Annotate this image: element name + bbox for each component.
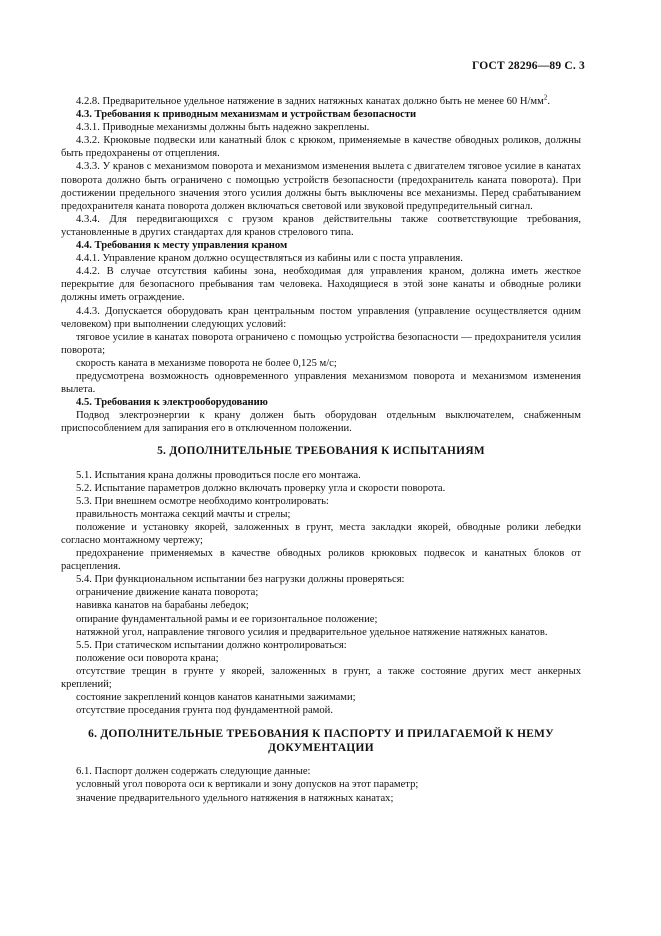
clause-4-4-3-item-a: тяговое усилие в канатах поворота ограничено с помощью устройства безопасности — предохранителя усилия поворота;: [61, 331, 581, 356]
clause-5-3-item-a: правильность монтажа секций мачты и стрелы;: [76, 508, 291, 520]
clause-5-4-item-a: ограничение движение каната поворота;: [76, 587, 259, 599]
clause-5-1: 5.1. Испытания крана должны проводиться после его монтажа.: [76, 469, 361, 481]
clause-5-3-item-c: предохранение применяемых в качестве обводных роликов крюковых подвесок и канатных блоков от расцепления.: [61, 548, 581, 573]
clause-5-5-item-c: состояние закреплений концов канатов канатными зажимами;: [76, 692, 356, 704]
clause-4-4-3: 4.4.3. Допускается оборудовать кран центральным постом управления (управление осуществляется одним человеком) при выполнении следующих условий:: [61, 305, 581, 330]
clause-5-2: 5.2. Испытание параметров должно включать проверку угла и скорости поворота.: [76, 482, 446, 494]
clause-5-4-item-c: опирание фундаментальной рамы и ее горизонтальное положение;: [76, 613, 378, 625]
clause-4-4-3-item-b: скорость каната в механизме поворота не более 0,125 м/с;: [76, 357, 337, 369]
clause-4-4-3-item-c: предусмотрена возможность одновременного управления механизмом поворота и механизмом изменения вылета.: [61, 370, 581, 396]
clause-6-1-item-b: значение предварительного удельного натяжения в натяжных канатах;: [76, 792, 394, 804]
clause-4-2-8: 4.2.8. Предварительное удельное натяжение в задних натяжных канатах должно быть не менее 60 $Н/мм^2$.: [76, 93, 550, 107]
clause-5-4: 5.4. При функциональном испытании без нагрузки должны проверяться:: [76, 574, 405, 586]
clause-6-1: 6.1. Паспорт должен содержать следующие данные:: [76, 766, 311, 778]
clause-5-5-item-a: положение оси поворота крана;: [76, 652, 219, 664]
subsection-4-4-heading: 4.4. Требования к месту управления краном: [76, 240, 288, 252]
clause-4-3-2: 4.3.2. Крюковые подвески или канатный блок с крюком, применяемые в качестве обводных роликов, должны быть предохранены от отцепления.: [61, 135, 581, 160]
subsection-4-5-heading: 4.5. Требования к электрооборудованию: [76, 397, 268, 409]
page-header: ГОСТ 28296—89 С. 3: [472, 60, 585, 72]
clause-4-5: Подвод электроэнергии к крану должен быть оборудован отдельным выключателем, снабженным приспособлением для запирания его в отключенном положении.: [61, 410, 581, 435]
clause-4-4-2: 4.4.2. В случае отсутствия кабины зона, необходимая для управления краном, должна иметь жесткое перекрытие для безопасного пребывания там человека. Находящиеся в этой зоне канаты и обводные ролики должны иметь ограждение.: [61, 266, 581, 304]
document-body: [61, 95, 581, 805]
clause-4-4-1: 4.4.1. Управление краном должно осуществляться из кабины или с поста управления.: [76, 253, 463, 265]
section-5-title: 5. ДОПОЛНИТЕЛЬНЫЕ ТРЕБОВАНИЯ К ИСПЫТАНИЯМ: [157, 445, 485, 458]
clause-4-3-1: 4.3.1. Приводные механизмы должны быть надежно закреплены.: [76, 122, 370, 134]
clause-5-4-item-d: натяжной угол, направление тягового усилия и предварительное удельное натяжение натяжных канатов.: [76, 626, 548, 638]
clause-5-5: 5.5. При статическом испытании должно контролироваться:: [76, 639, 347, 651]
section-6-title: [61, 727, 581, 755]
section-6-title-line-2: ДОКУМЕНТАЦИИ: [268, 742, 374, 755]
clause-5-4-item-b: навивка канатов на барабаны лебедок;: [76, 600, 249, 612]
clause-4-3-3: 4.3.3. У кранов с механизмом поворота и механизмом изменения вылета с двигателем тяговое усилие в канатах поворота должно быть ограничено с помощью устройств безопасности (предохранитель каната поворота). При достижении предельного значения этого усилия должны быть выключены все механизмы. Перед срабатыванием предохранителя каната поворота должен включаться световой или звуковой предупредительный сигнал.: [61, 161, 581, 212]
section-6-title-line-1: 6. ДОПОЛНИТЕЛЬНЫЕ ТРЕБОВАНИЯ К ПАСПОРТУ И ПРИЛАГАЕМОЙ К НЕМУ: [88, 728, 554, 741]
clause-5-3: 5.3. При внешнем осмотре необходимо контролировать:: [76, 495, 329, 507]
clause-4-3-4: 4.3.4. Для передвигающихся с грузом кранов действительны также соответствующие требования, установленные в других стандартах для кранов стрелового типа.: [61, 213, 581, 238]
clause-5-5-item-d: отсутствие проседания грунта под фундаментной рамой.: [76, 705, 334, 717]
subsection-4-3-heading: 4.3. Требования к приводным механизмам и устройствам безопасности: [76, 109, 417, 121]
clause-6-1-item-a: условный угол поворота оси к вертикали и зону допусков на этот параметр;: [76, 779, 419, 791]
clause-5-5-item-b: отсутствие трещин в грунте у якорей, заложенных в грунт, а также состояние других мест анкерных креплений;: [61, 665, 581, 691]
clause-5-3-item-b: положение и установку якорей, заложенных в грунт, места закладки якорей, обводные ролики лебедки согласно монтажному чертежу;: [61, 521, 581, 546]
